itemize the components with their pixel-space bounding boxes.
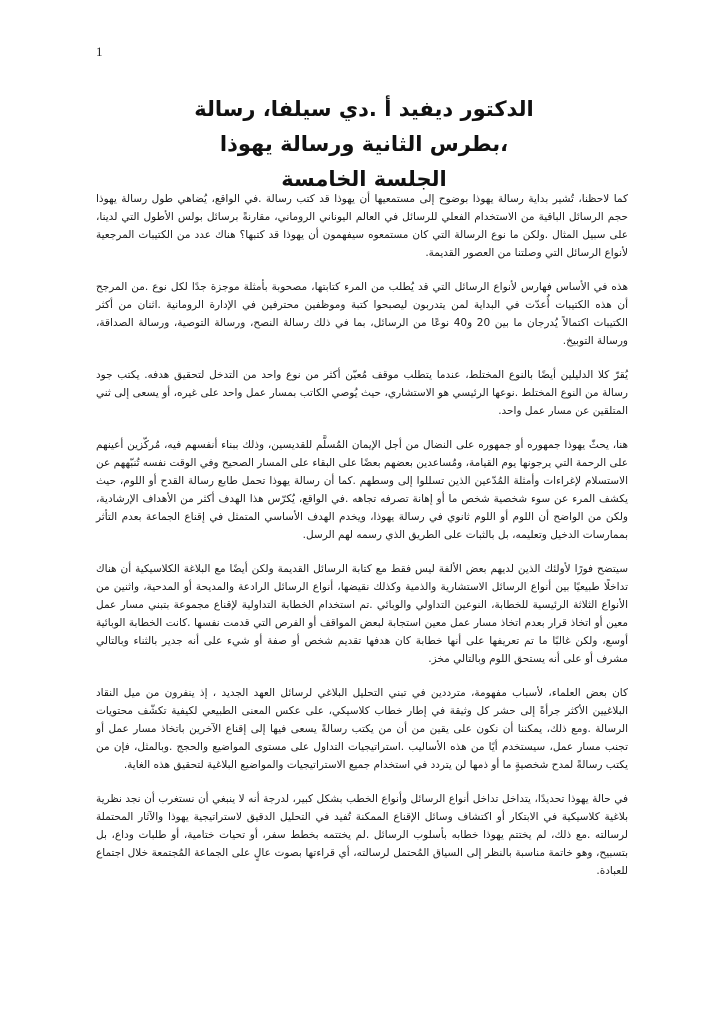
paragraph-2: هذه في الأساس فهارس لأنواع الرسائل التي قد يُطلب من المرء كتابتها، مصحوبة بأمثلة موجزة جدًا لكل نوع .من المرجح أن هذه الكتيبات أُعدّت في البداية لمن يتدربون ليصبحوا كتبة وموظفين محترفين في الإدارة الرومانية .اثنان من أكثر الكتيبات اكتمالاً يُدرجان ما بين 20 و40 نوعًا من الرسائل، بما في ذلك رسالة النصح، ورسالة التوصية، ورسالة الصداقة، ورسالة التوبيخ. (96, 281, 628, 347)
paragraph-4: هنا، يحثّ يهوذا جمهوره أو جمهوره على النضال من أجل الإيمان المُسلَّم للقديسين، وذلك ببناء أنفسهم فيه، مُركّزين أعينهم على الرحمة التي يرجونها يوم القيامة، ومُساعدين بعضهم بعضًا على البقاء على المسار الصحيح وفي الوقت نفسه تُنبّههم عن الاستسلام لإغراءات وأمثلة المُدّعين الذين تسللوا إلى وسطهم .كما أن رسالة يهوذا تحمل طابع رسالة القدح أو اللوم، حيث يكشف المرء عن سوء شخصية شخص ما أو إهانة تصرفه تجاهه .في الواقع، يُكرّس هذا الهدف أكثر من الأهداف الإرشادية، ولكن من الواضح أن اللوم أو اللوم ثانوي في رسالة يهوذا، ويخدم الهدف الأساسي المتمثل في إقناع الجماعة بعدم التأثر بممارسات الدخيل وتعليمه، بل بالثبات على الطريق الذي رسمه لهم الرسل. (96, 439, 628, 541)
paragraph-6: كان بعض العلماء، لأسباب مفهومة، مترددين في تبني التحليل البلاغي لرسائل العهد الجديد ، إذ ينفرون من ميل النقاد البلاغيين الأكثر جرأةً إلى حشر كل وثيقة في إطار خطاب كلاسيكي، على عكس المعنى الطبيعي لكيفية تكشّف محتويات الرسالة .ومع ذلك، يمكننا أن نكون على يقين من أن من يكتب رسالةً يسعى فيها إلى إقناع الآخرين باتخاذ مسار عمل أو تجنب مسار عمل، سيستخدم أيًا من هذه الأساليب .استراتيجيات التداول على مستوى المواضيع والحجج .وبالمثل، فإن من يكتب رسالةً لمدح شخصيةٍ ما أو ذمها لن يتردد في استخدام جميع الاستراتيجيات والمواضيع البلاغية لتحقيق هذه الغاية. (96, 687, 628, 771)
title-line-3: الجلسة الخامسة (281, 167, 447, 191)
page-number: 1 (96, 44, 103, 59)
document-body (96, 190, 628, 896)
title-block (100, 92, 628, 197)
paragraph-1: كما لاحظنا، تُشير بداية رسالة يهوذا بوضوح إلى مستمعيها أن يهوذا قد كتب رسالة .في الواقع، يُضاهي طول رسالة يهوذا حجم الرسائل الباقية من الاستخدام الفعلي للرسائل في العالم اليوناني الروماني، مقارنةً برسائل بولس الأطول التي لدينا، على سبيل المثال .ولكن ما نوع الرسالة التي كان مستمعوه سيفهمون أن يهوذا قد كتبها؟ هناك عدد من الكتيبات المرجعية لأنواع الرسائل التي وصلتنا من العصور القديمة. (96, 193, 628, 259)
paragraph-5: سيتضح فورًا لأولئك الذين لديهم بعض الألفة ليس فقط مع كتابة الرسائل القديمة ولكن أيضًا مع البلاغة الكلاسيكية أن هناك تداخلًا طبيعيًا بين أنواع الرسائل الاستشارية والذمية وكذلك نقيضها، أنواع الرسائل الرادعة والمديحة أو المدحية، واثنين من الأنواع الثلاثة الرئيسية للخطابة، النوعين التداولي والوبائي .تم استخدام الخطابة التداولية لإقناع مجموعة بتبني مسار عمل معين أو اتخاذ قرار بعدم اتخاذ مسار عمل معين استجابة لبعض المواقف أو الفرص التي قدمت نفسها .كانت الخطابة الوبائية أوسع، ولكن غالبًا ما تم تعريفها على أنها خطابة كان هدفها تقديم شخص أو صفة أو شيء على أنه جدير بالثناء وبالتالي مشرف أو على أنه يستحق اللوم وبالتالي مخز. (96, 563, 628, 665)
paragraph-3: يُقرّ كلا الدليلين أيضًا بالنوع المختلط، عندما يتطلب موقف مُعيّن أكثر من نوع واحد من التدخل لتحقيق هدفه. يكتب جود رسالة من النوع المختلط .نوعها الرئيسي هو الاستشاري، حيث يُوصي الكاتب بمسار عمل واحد على غيره، أو يسعى إلى ثني المتلقين عن مسار عمل واحد. (96, 369, 628, 417)
paragraph-7: في حالة يهوذا تحديدًا، يتداخل تداخل أنواع الرسائل وأنواع الخطب بشكل كبير، لدرجة أنه لا ينبغي أن نستغرب أن نجد نظرية بلاغية كلاسيكية في الابتكار أو اكتشاف وسائل الإقناع الممكنة تُفيد في التحليل الدقيق لاستراتيجية يهوذا والآثار المحتملة لرسالته .مع ذلك، لم يختتم يهوذا خطابه بأسلوب الرسائل .لم يختتمه بخطط سفر، أو تحيات ختامية، أو طلبات وداع، بل بتسبيح، وهو خاتمة مناسبة بالنظر إلى السياق المُحتمل لرسالته، أي قراءتها بصوت عالٍ على الجماعة المُجتمعة خلال اجتماع للعبادة. (96, 793, 628, 877)
title-line-2: ،بطرس الثانية ورسالة يهوذا (219, 132, 509, 156)
title-line-1: الدكتور ديفيد أ .دي سيلفا، رسالة (194, 97, 534, 121)
